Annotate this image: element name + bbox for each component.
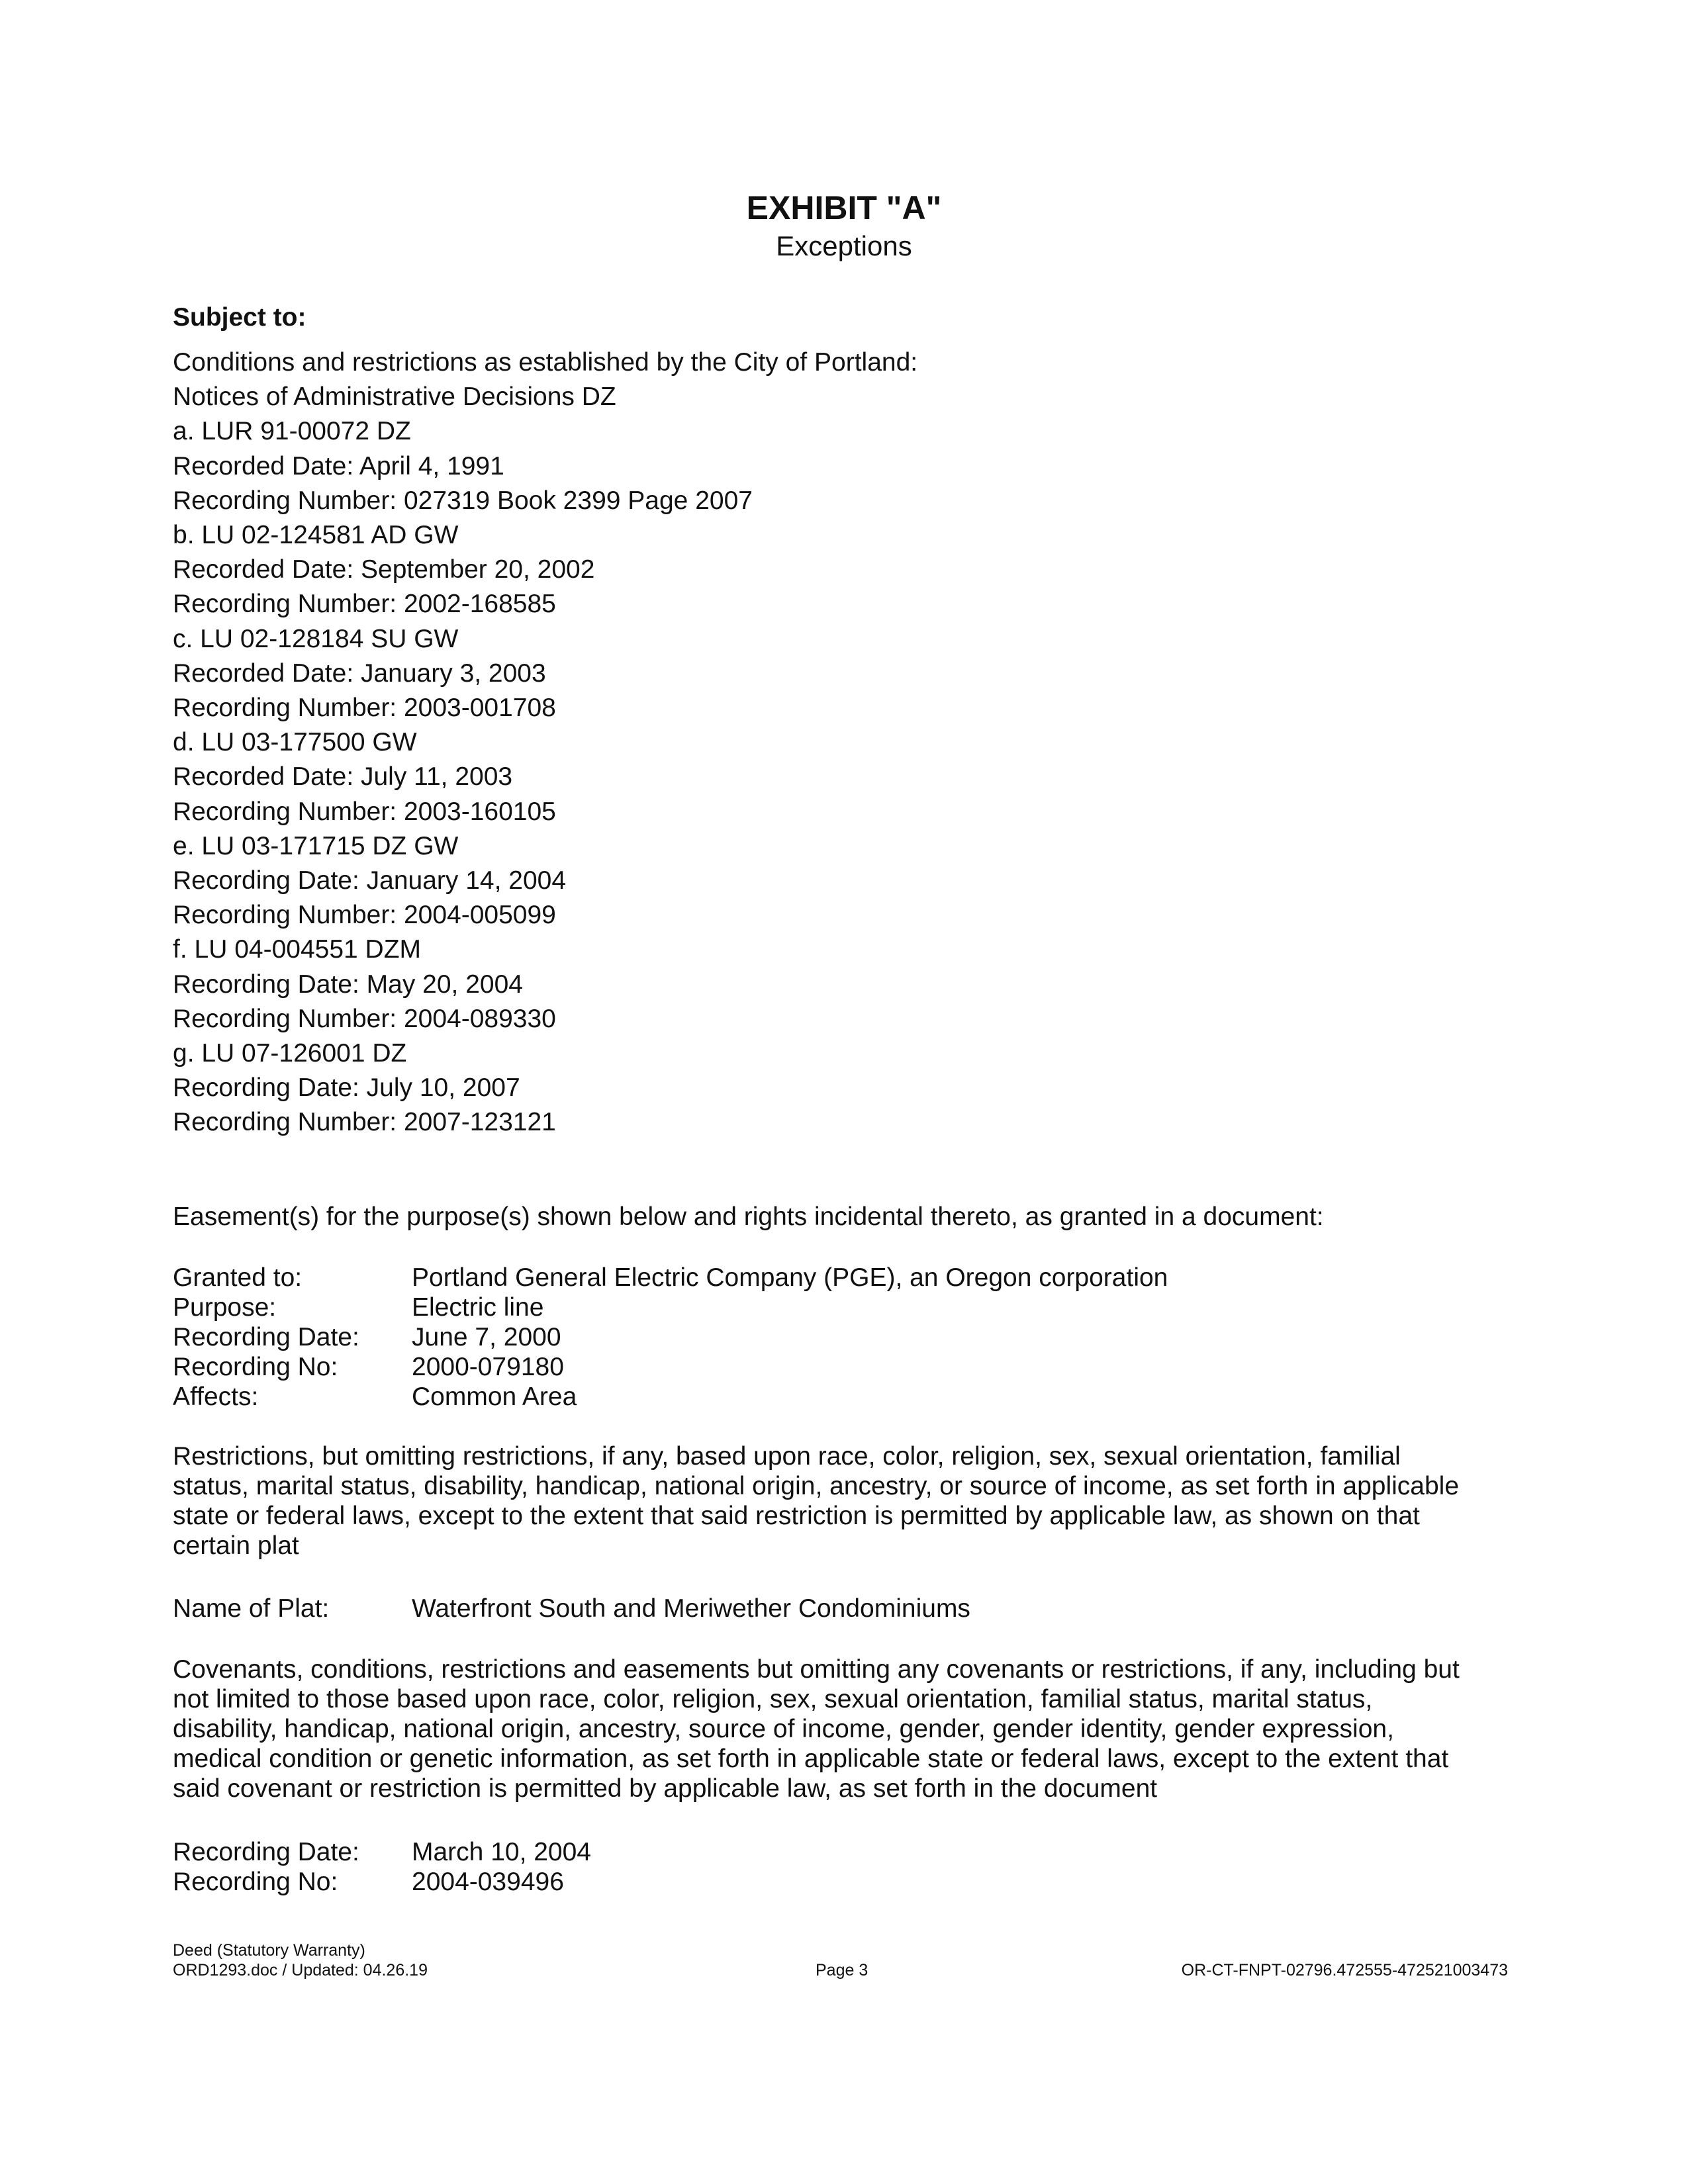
list-item: Recording Date: January 14, 2004 [173, 866, 567, 895]
paragraph-line: not limited to those based upon race, color, religion, sex, sexual orientation, familial status, marital status, [173, 1685, 1373, 1713]
restrictions-paragraph [173, 1441, 1497, 1561]
paragraph-line: status, marital status, disability, handicap, national origin, ancestry, or source of income, as set forth in applicable [173, 1472, 1460, 1500]
paragraph-line: medical condition or genetic information, as set forth in applicable state or federal laws, except to the extent that [173, 1745, 1449, 1773]
footer-doc-info [173, 1940, 428, 1980]
covenants-label: Recording Date: [173, 1838, 359, 1866]
list-item: Recording Date: May 20, 2004 [173, 970, 523, 999]
list-item: Recording Number: 2004-089330 [173, 1004, 556, 1033]
subject-to-heading: Subject to: [173, 303, 306, 332]
list-item: Conditions and restrictions as established by the City of Portland: [173, 348, 918, 377]
easement-value: Common Area [412, 1383, 577, 1411]
paragraph-line: disability, handicap, national origin, ancestry, source of income, gender, gender identity, gender expression, [173, 1715, 1394, 1743]
list-item: Recording Number: 2003-001708 [173, 694, 556, 723]
paragraph-line: said covenant or restriction is permitted by applicable law, as set forth in the document [173, 1774, 1158, 1803]
plat-label: Name of Plat: [173, 1594, 330, 1623]
easement-value: June 7, 2000 [412, 1323, 561, 1351]
list-item: c. LU 02-128184 SU GW [173, 624, 459, 653]
easement-label: Recording No: [173, 1353, 338, 1381]
conditions-list [173, 345, 917, 1140]
exhibit-subtitle: Exceptions [776, 230, 912, 261]
footer-doc-type: Deed (Statutory Warranty) [173, 1941, 365, 1960]
exhibit-title: EXHIBIT "A" [746, 189, 942, 226]
easement-label: Recording Date: [173, 1323, 359, 1351]
easement-value: Portland General Electric Company (PGE), an Oregon corporation [412, 1263, 1168, 1292]
list-item: Recording Number: 027319 Book 2399 Page 2007 [173, 486, 753, 515]
easement-label: Purpose: [173, 1293, 277, 1322]
list-item: Recorded Date: September 20, 2002 [173, 555, 595, 584]
list-item: Recorded Date: July 11, 2003 [173, 762, 513, 792]
list-item: Recorded Date: January 3, 2003 [173, 659, 546, 688]
list-item: Recording Number: 2002-168585 [173, 590, 556, 619]
footer-page-number: Page 3 [816, 1961, 868, 1979]
list-item: Recording Number: 2007-123121 [173, 1108, 556, 1137]
list-item: g. LU 07-126001 DZ [173, 1039, 407, 1068]
list-item: b. LU 02-124581 AD GW [173, 521, 459, 550]
easement-value: 2000-079180 [412, 1353, 564, 1381]
list-item: Recorded Date: April 4, 1991 [173, 451, 504, 480]
list-item: Notices of Administrative Decisions DZ [173, 383, 616, 412]
covenants-value: 2004-039496 [412, 1868, 564, 1896]
list-item: Recording Number: 2003-160105 [173, 797, 556, 826]
paragraph-line: Restrictions, but omitting restrictions, if any, based upon race, color, religion, sex, sexual orientation, familial [173, 1442, 1401, 1471]
list-item: d. LU 03-177500 GW [173, 728, 417, 757]
footer-order-number: OR-CT-FNPT-02796.472555-472521003473 [1181, 1961, 1508, 1979]
easement-value: Electric line [412, 1293, 544, 1322]
paragraph-line: state or federal laws, except to the extent that said restriction is permitted by applicable law, as shown on that [173, 1502, 1420, 1530]
easement-label: Affects: [173, 1383, 259, 1411]
list-item: Recording Number: 2004-005099 [173, 901, 556, 930]
list-item: f. LU 04-004551 DZM [173, 935, 422, 964]
paragraph-line: certain plat [173, 1531, 299, 1560]
covenants-value: March 10, 2004 [412, 1838, 592, 1866]
easement-intro: Easement(s) for the purpose(s) shown below and rights incidental thereto, as granted in a document: [173, 1203, 1324, 1231]
list-item: e. LU 03-171715 DZ GW [173, 831, 459, 860]
covenants-label: Recording No: [173, 1868, 338, 1896]
easement-label: Granted to: [173, 1263, 303, 1292]
covenants-paragraph [173, 1655, 1497, 1803]
paragraph-line: Covenants, conditions, restrictions and easements but omitting any covenants or restrictions, if any, including but [173, 1655, 1460, 1684]
list-item: a. LUR 91-00072 DZ [173, 417, 411, 446]
footer-doc-file: ORD1293.doc / Updated: 04.26.19 [173, 1961, 428, 1979]
plat-value: Waterfront South and Meriwether Condominiums [412, 1594, 970, 1623]
list-item: Recording Date: July 10, 2007 [173, 1073, 520, 1103]
